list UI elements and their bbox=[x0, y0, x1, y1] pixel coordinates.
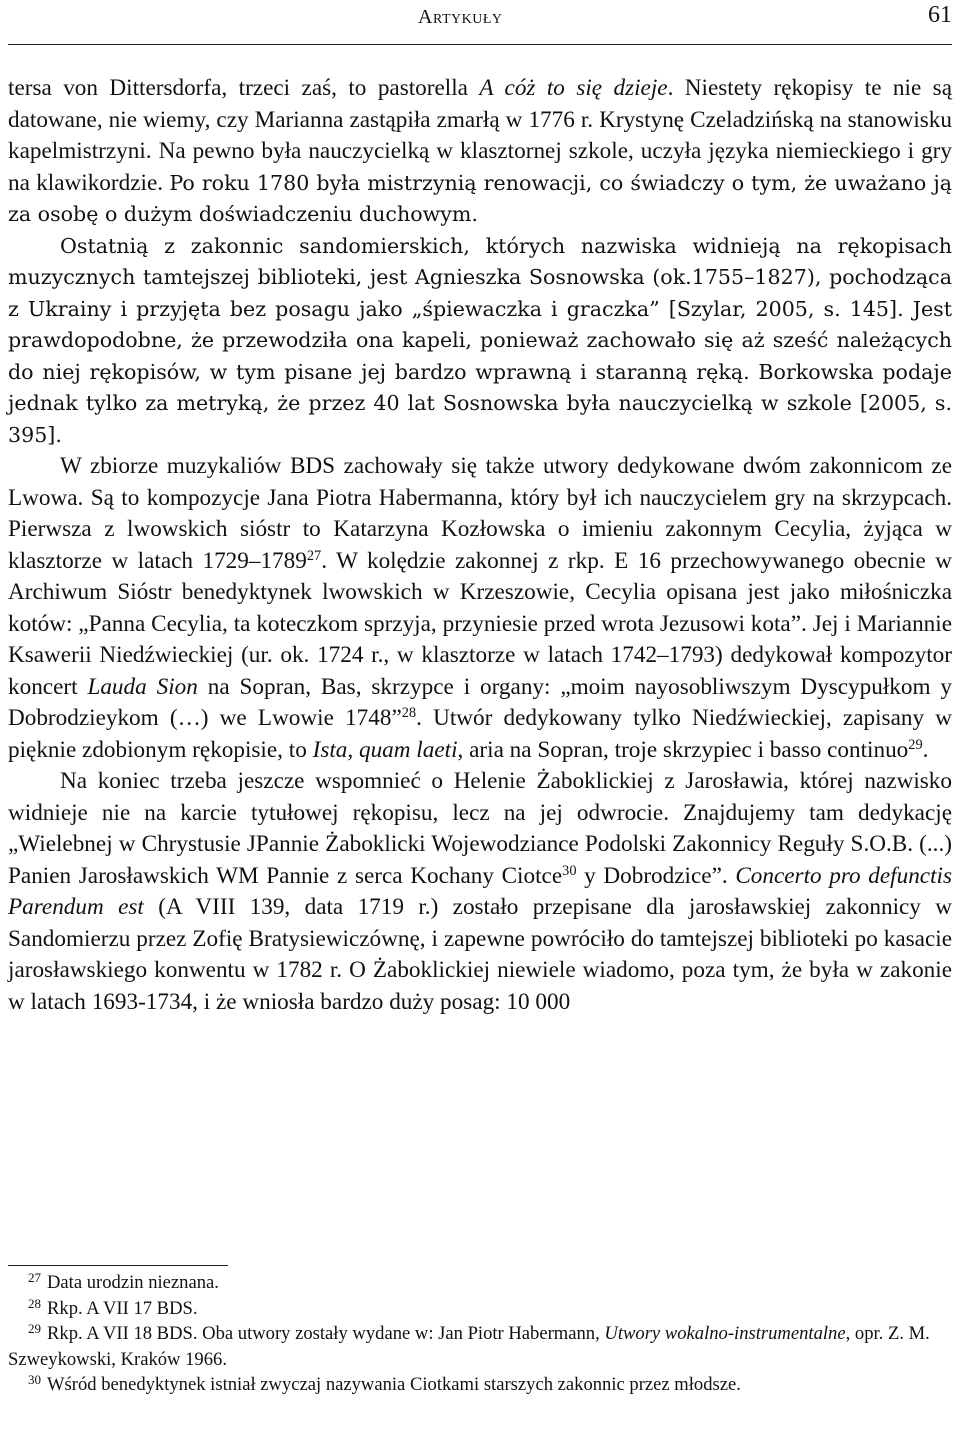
footnote-text-b: , opr. Z. M. Szweykowski, Kraków 1966. bbox=[8, 1323, 930, 1370]
paragraph-1 bbox=[8, 73, 952, 231]
p4-text-b: y Dobrodzice”. bbox=[576, 862, 736, 889]
p3-text-b: . W kolędzie zakonnej z rkp. E 16 przechowywanego obecnie w Archiwum Sióstr benedyktynek lwowskich w Krzeszowie, Cecylia opisana jest jako miłośniczka kotów: „Panna Cecylia, ta koteczkom sprzyja, przyniesie przed wrota Jezusowi kota”. Jej i Mariannie Ksawerii Niedźwieckiej (ur. ok. 1724 r., w klasztorze w latach 1742–1793) dedykował kompozytor koncert bbox=[8, 547, 952, 700]
p3-title-ista: Ista, quam laeti bbox=[312, 736, 458, 763]
section-title: Artykuły bbox=[418, 6, 503, 28]
footnote-ref-28[interactable]: 28 bbox=[401, 705, 417, 722]
header-rule bbox=[8, 44, 952, 45]
p3-text-c: na Sopran, Bas, skrzypce i organy: „moim nayosobliwszym Dyscypułkom y Dobrodzieykom (…) we Lwowie 1748” bbox=[8, 673, 953, 731]
footnote-number: 29 bbox=[28, 1321, 41, 1337]
footnote-text: Data urodzin nieznana. bbox=[47, 1272, 219, 1293]
p1-text-b: . Niestety rękopisy te nie są datowane, nie wiemy, czy Marianna zastąpiła zmarłą w 1776 r. Krystynę Czeladzińską na stanowisku kapelmistrzyni. Na pewno była nauczycielką w klasztornej szkole, uczyła języka niemieckiego i gry na klawikordzie. bbox=[8, 75, 952, 196]
footnote-title-italic: Utwory wokalno-instrumentalne bbox=[604, 1323, 846, 1344]
p2-text: Ostatnią z zakonnic sandomierskich, których nazwiska widnieją na rękopisach muzycznych tamtejszej biblioteki, jest Agnieszka Sosnowska (ok.1755–1827), pochodząca z Ukrainy i przyjęta bez posagu jako „śpiewaczka i graczka” [Szylar, 2005, s. 145]. Jest prawdopodobne, że przewodziła ona kapeli, ponieważ zachowało się aż sześć należących do niej rękopisów, w tym pisane jej bardzo wprawną i staranną ręką. Borkowska podaje jednak tylko za metryką, że przez 40 lat Sosnowska była nauczycielką w szkole [2005, s. 395]. bbox=[8, 233, 952, 447]
footnote-ref-27[interactable]: 27 bbox=[306, 547, 322, 564]
footnote-number: 30 bbox=[28, 1372, 41, 1388]
footnote-27 bbox=[8, 1270, 952, 1296]
p3-text-e: , aria na Sopran, troje skrzypiec i basso continuo bbox=[457, 736, 909, 763]
p4-title-concerto: Concerto pro defunctis Parendum est bbox=[8, 862, 952, 920]
footnote-28 bbox=[8, 1296, 952, 1322]
running-header bbox=[0, 0, 960, 44]
footnote-ref-29[interactable]: 29 bbox=[908, 736, 923, 753]
footnote-number: 27 bbox=[28, 1270, 41, 1286]
footnote-separator bbox=[8, 1265, 228, 1266]
article-body bbox=[8, 73, 952, 1018]
footnote-number: 28 bbox=[28, 1295, 41, 1311]
footnotes bbox=[8, 1270, 952, 1398]
p3-title-lauda-sion: Lauda Sion bbox=[87, 673, 198, 700]
p4-text-c: (A VIII 139, data 1719 r.) zostało przepisane dla jarosławskiej zakonnicy w Sandomierzu przez Zofię Bratysiewiczównę, i zapewne powróciło do tamtejszej biblioteki po kasacie jarosławskiego konwentu w 1782 r. O Żaboklickiej niewiele wiadomo, poza tym, że była w zakonie w latach 1693-1734, i że wniosła bardzo duży posag: 10 000 bbox=[8, 894, 953, 1015]
paragraph-4 bbox=[8, 766, 952, 1018]
p1-text-c: Po roku 1780 była mistrzynią renowacji, co świadczy o tym, że uważano ją za osobę o dużym doświadczeniu duchowym. bbox=[8, 170, 952, 226]
footnote-ref-30[interactable]: 30 bbox=[562, 862, 577, 879]
p1-text-a: tersa von Dittersdorfa, trzeci zaś, to pastorella bbox=[8, 75, 480, 101]
footnote-text: Wśród benedyktynek istniał zwyczaj nazywania Ciotkami starszych zakonnic przez młodsze. bbox=[47, 1374, 741, 1395]
p4-text-a: Na koniec trzeba jeszcze wspomnieć o Helenie Żaboklickiej z Jarosławia, której nazwisko widnieje nie na karcie tytułowej rękopisu, lecz na jej odwrocie. Znajdujemy tam dedykację „Wielebnej w Chrystusie JPannie Żaboklicki Wojewodziance Podolski Zakonnicy Reguły S.O.B. (...) Panien Jarosławskich WM Pannie z serca Kochany Ciotce bbox=[8, 768, 952, 889]
footnote-text-a: Rkp. A VII 18 BDS. Oba utwory zostały wydane w: Jan Piotr Habermann, bbox=[47, 1323, 605, 1344]
p1-title-italic: A cóż to się dzieje bbox=[479, 75, 668, 101]
page-number: 61 bbox=[928, 2, 952, 28]
paragraph-2 bbox=[8, 231, 952, 452]
paragraph-3 bbox=[8, 451, 952, 766]
p3-text-d: . Utwór dedykowany tylko Niedźwieckiej, zapisany w pięknie zdobionym rękopisie, to bbox=[8, 705, 952, 763]
footnote-29 bbox=[8, 1321, 952, 1372]
footnote-30 bbox=[8, 1372, 952, 1398]
p3-text-a: W zbiorze muzykaliów BDS zachowały się także utwory dedykowane dwóm zakonnicom ze Lwowa. Są to kompozycje Jana Piotra Habermanna, który był ich nauczycielem gry na skrzypcach. Pierwsza z lwowskich sióstr to Katarzyna Kozłowska o imieniu zakonnym Cecylia, żyjąca w klasztorze w latach 1729–1789 bbox=[8, 453, 952, 574]
footnote-text: Rkp. A VII 17 BDS. bbox=[47, 1297, 198, 1319]
p3-text-f: . bbox=[922, 736, 929, 763]
